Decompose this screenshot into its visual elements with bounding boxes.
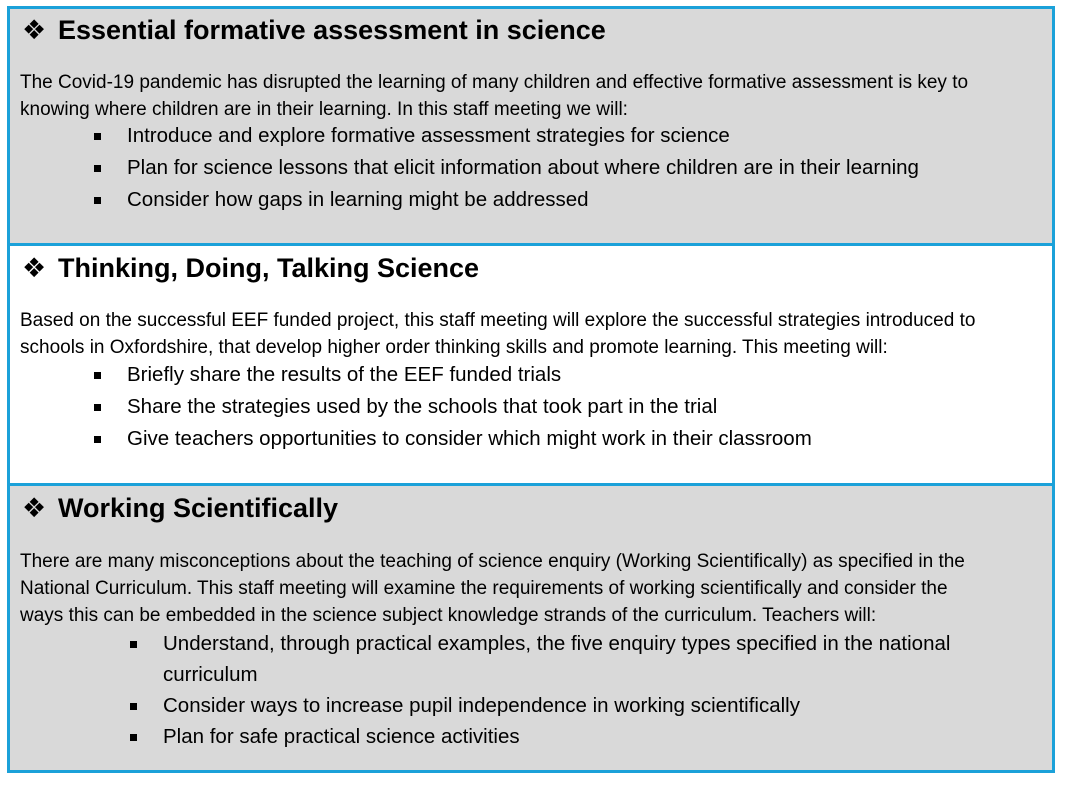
bullet-item: Consider how gaps in learning might be addressed <box>127 188 589 211</box>
section-paragraph-line: schools in Oxfordshire, that develop higher order thinking skills and promote learning. This meeting will: <box>20 337 888 358</box>
bullet-item: Understand, through practical examples, the five enquiry types specified in the national <box>163 632 951 655</box>
section-paragraph-line: knowing where children are in their learning. In this staff meeting we will: <box>20 99 628 120</box>
document-frame <box>7 6 1055 773</box>
diamond-bullet-icon: ❖ <box>22 493 47 523</box>
section-formative-assessment <box>10 9 1052 243</box>
section-heading <box>22 253 479 284</box>
bullet-item: Share the strategies used by the schools that took part in the trial <box>127 395 718 418</box>
section-working-scientifically <box>10 486 1052 770</box>
section-paragraph-line: ways this can be embedded in the science subject knowledge strands of the curriculum. Teachers will: <box>20 605 877 626</box>
square-bullet-icon <box>94 404 101 411</box>
bullet-item: Plan for safe practical science activities <box>163 725 520 748</box>
section-paragraph-line: National Curriculum. This staff meeting will examine the requirements of working scientifically and consider the <box>20 578 948 599</box>
section-thinking-doing-talking <box>10 246 1052 483</box>
section-paragraph-line: The Covid-19 pandemic has disrupted the learning of many children and effective formative assessment is key to <box>20 72 969 93</box>
bullet-item: Consider ways to increase pupil independence in working scientifically <box>163 694 800 717</box>
square-bullet-icon <box>130 703 137 710</box>
diamond-bullet-icon: ❖ <box>22 15 47 45</box>
square-bullet-icon <box>130 734 137 741</box>
square-bullet-icon <box>130 641 137 648</box>
section-heading <box>22 15 606 46</box>
section-title: Working Scientifically <box>58 493 339 523</box>
section-title: Thinking, Doing, Talking Science <box>58 253 480 283</box>
bullet-item-continuation: curriculum <box>163 663 258 686</box>
bullet-item: Plan for science lessons that elicit information about where children are in their learning <box>127 156 919 179</box>
bullet-item: Introduce and explore formative assessment strategies for science <box>127 124 730 147</box>
section-paragraph-line: Based on the successful EEF funded project, this staff meeting will explore the successful strategies introduced to <box>20 310 976 331</box>
square-bullet-icon <box>94 165 101 172</box>
diamond-bullet-icon: ❖ <box>22 253 47 283</box>
bullet-item: Briefly share the results of the EEF funded trials <box>127 363 562 386</box>
section-paragraph-line: There are many misconceptions about the teaching of science enquiry (Working Scientifically) as specified in the <box>20 551 965 572</box>
section-heading <box>22 493 338 524</box>
square-bullet-icon <box>94 197 101 204</box>
square-bullet-icon <box>94 436 101 443</box>
section-title: Essential formative assessment in science <box>58 15 606 45</box>
bullet-item: Give teachers opportunities to consider which might work in their classroom <box>127 427 812 450</box>
square-bullet-icon <box>94 372 101 379</box>
square-bullet-icon <box>94 133 101 140</box>
